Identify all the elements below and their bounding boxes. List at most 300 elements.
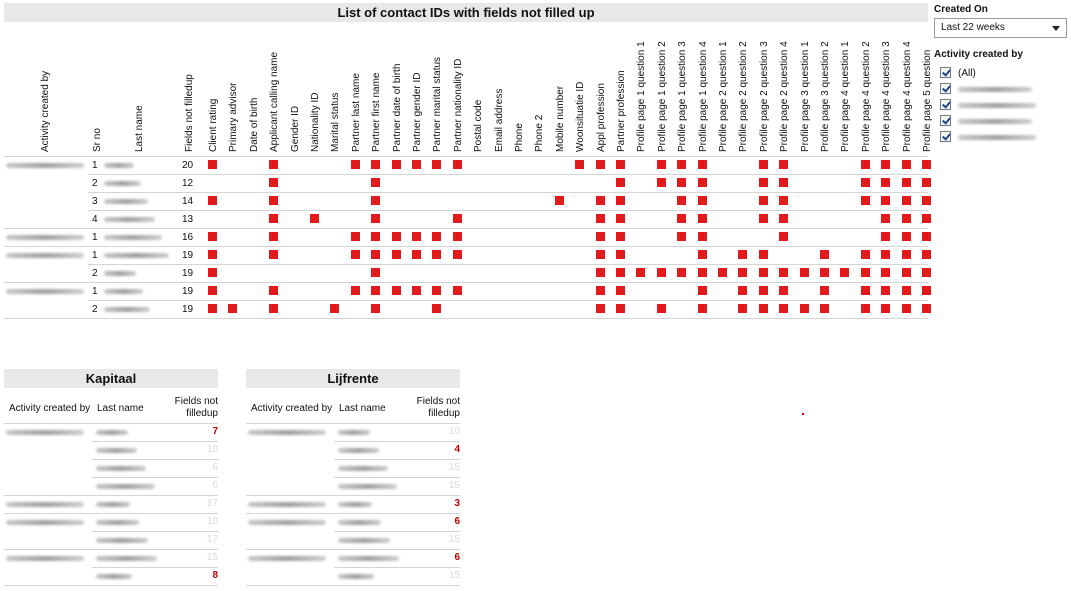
missing-field-marker xyxy=(657,178,666,187)
last-name xyxy=(104,217,155,222)
column-header-field: Profile page 5 question xyxy=(922,49,933,152)
row-separator xyxy=(4,282,928,283)
fields-not-filled-count: 15 xyxy=(448,480,460,491)
missing-field-marker xyxy=(453,232,462,241)
column-header-field: Partner last name xyxy=(350,73,362,152)
column-header-field: Profile page 4 question 2 xyxy=(860,41,872,152)
missing-field-marker xyxy=(922,304,931,313)
checkbox-all-label: (All) xyxy=(958,68,976,79)
row-separator xyxy=(92,567,218,568)
last-name xyxy=(96,466,146,471)
missing-field-marker xyxy=(922,250,931,259)
column-header-field: Applicant calling name xyxy=(269,51,281,152)
checkbox-activity-creator-label xyxy=(958,103,1036,108)
missing-field-marker xyxy=(738,304,747,313)
row-separator xyxy=(334,567,460,568)
missing-field-marker xyxy=(922,178,931,187)
missing-field-marker xyxy=(698,178,707,187)
fields-not-filled-count: 19 xyxy=(182,268,194,279)
missing-field-marker xyxy=(902,304,911,313)
fields-not-filled-count: 16 xyxy=(182,232,194,243)
row-separator xyxy=(4,246,928,247)
missing-field-marker xyxy=(657,268,666,277)
activity-creator-name xyxy=(6,253,84,258)
missing-field-marker xyxy=(371,232,380,241)
missing-field-marker xyxy=(208,196,217,205)
missing-field-marker xyxy=(738,268,747,277)
checkbox-activity-creator-label xyxy=(958,87,1032,92)
column-header-field: Primary advisor xyxy=(228,82,240,152)
column-header-field: Partner gender ID xyxy=(412,72,423,152)
missing-field-marker xyxy=(759,214,768,223)
missing-field-marker xyxy=(616,250,625,259)
missing-field-marker xyxy=(596,196,605,205)
missing-field-marker xyxy=(698,268,707,277)
missing-field-marker xyxy=(432,250,441,259)
missing-field-marker xyxy=(820,304,829,313)
activity-creator-name xyxy=(6,430,84,435)
row-separator xyxy=(334,477,460,478)
missing-field-marker xyxy=(269,250,278,259)
missing-field-marker xyxy=(881,160,890,169)
missing-field-marker xyxy=(432,232,441,241)
column-header-field: Phone xyxy=(514,123,525,152)
created-on-dropdown[interactable] xyxy=(934,18,1067,38)
missing-field-marker xyxy=(677,214,686,223)
row-separator xyxy=(246,513,460,514)
missing-field-marker xyxy=(759,286,768,295)
missing-field-marker xyxy=(677,178,686,187)
row-separator xyxy=(4,423,218,424)
column-header-field: Appl profession xyxy=(595,83,607,152)
missing-field-marker xyxy=(759,268,768,277)
checkbox-activity-creator[interactable] xyxy=(940,83,951,94)
missing-field-marker xyxy=(269,160,278,169)
column-header-field: Profile page 4 question 4 xyxy=(901,41,913,152)
sr-no: 3 xyxy=(92,196,98,207)
sr-no: 1 xyxy=(92,160,98,171)
missing-field-marker xyxy=(902,250,911,259)
column-header-last-name: Last name xyxy=(97,403,144,414)
row-separator xyxy=(4,585,218,586)
kapitaal-title: Kapitaal xyxy=(4,369,218,388)
missing-field-marker xyxy=(698,160,707,169)
column-header-field: Profile page 2 question 2 xyxy=(738,41,750,152)
fields-not-filled-count: 17 xyxy=(206,498,218,509)
missing-field-marker xyxy=(351,286,360,295)
missing-field-marker xyxy=(351,250,360,259)
missing-field-marker xyxy=(779,178,788,187)
row-separator xyxy=(246,549,460,550)
fields-not-filled-count: 6 xyxy=(454,552,460,563)
column-header-field: Profile page 4 question 3 xyxy=(881,41,893,152)
missing-field-marker xyxy=(412,232,421,241)
missing-field-marker xyxy=(861,304,870,313)
sr-no: 2 xyxy=(92,304,98,315)
missing-field-marker xyxy=(371,178,380,187)
column-header-field: Partner first name xyxy=(371,72,383,152)
column-header-activity-created-by: Activity created by xyxy=(251,403,333,414)
missing-field-marker xyxy=(351,232,360,241)
missing-field-marker xyxy=(616,160,625,169)
last-name xyxy=(104,163,134,168)
last-name xyxy=(104,253,169,258)
sr-no: 1 xyxy=(92,286,98,297)
missing-field-marker xyxy=(759,304,768,313)
column-header-field: Nationality ID xyxy=(310,92,321,152)
checkbox-activity-creator-label xyxy=(958,119,1032,124)
missing-field-marker xyxy=(881,268,890,277)
missing-field-marker xyxy=(698,286,707,295)
fields-not-filled-count: 10 xyxy=(448,426,460,437)
missing-field-marker xyxy=(698,232,707,241)
chevron-down-icon[interactable] xyxy=(1052,26,1060,31)
fields-not-filled-count: 6 xyxy=(212,462,218,473)
fields-not-filled-count: 15 xyxy=(448,570,460,581)
column-header-field: Profile page 3 question 2 xyxy=(820,41,831,152)
fields-not-filled-count: 20 xyxy=(182,160,194,171)
row-separator xyxy=(92,531,218,532)
missing-field-marker xyxy=(392,232,401,241)
activity-creator-name xyxy=(248,520,326,525)
activity-creator-name xyxy=(6,235,84,240)
checkbox-all[interactable] xyxy=(940,67,951,78)
missing-field-marker xyxy=(616,196,625,205)
row-separator xyxy=(334,441,460,442)
missing-field-marker xyxy=(922,268,931,277)
fields-not-filled-count: 12 xyxy=(182,178,194,189)
missing-field-marker xyxy=(881,232,890,241)
checkbox-activity-creator[interactable] xyxy=(940,131,951,142)
fields-not-filled-count: 19 xyxy=(182,250,194,261)
missing-field-marker xyxy=(208,160,217,169)
missing-field-marker xyxy=(453,160,462,169)
sr-no: 2 xyxy=(92,268,98,279)
activity-creator-name xyxy=(248,502,326,507)
missing-field-marker xyxy=(779,214,788,223)
activity-creator-name xyxy=(248,556,326,561)
missing-field-marker xyxy=(575,160,584,169)
missing-field-marker xyxy=(902,286,911,295)
last-name xyxy=(96,556,157,561)
sr-no: 2 xyxy=(92,178,98,189)
missing-field-marker xyxy=(861,178,870,187)
column-header-filledup: filledup xyxy=(186,408,218,419)
missing-field-marker xyxy=(902,214,911,223)
missing-field-marker xyxy=(616,286,625,295)
missing-field-marker xyxy=(840,268,849,277)
missing-field-marker xyxy=(208,268,217,277)
missing-field-marker xyxy=(596,232,605,241)
column-header-field: Marital status xyxy=(330,92,342,152)
row-separator xyxy=(4,228,928,229)
missing-field-marker xyxy=(208,286,217,295)
missing-field-marker xyxy=(392,160,401,169)
column-header-field: Mobile number xyxy=(554,85,566,152)
checkbox-activity-creator[interactable] xyxy=(940,99,951,110)
missing-field-marker xyxy=(902,178,911,187)
column-header-field: Phone 2 xyxy=(534,114,546,152)
last-name xyxy=(338,448,379,453)
stray-dot xyxy=(802,413,804,415)
column-header-field: Partner marital status xyxy=(432,56,444,152)
last-name xyxy=(104,181,141,186)
missing-field-marker xyxy=(616,232,625,241)
missing-field-marker xyxy=(820,286,829,295)
column-header-field: Partner date of birth xyxy=(391,63,403,152)
created-on-label: Created On xyxy=(934,4,988,15)
column-header-field: Profile page 2 question 1 xyxy=(718,41,729,152)
missing-field-marker xyxy=(596,250,605,259)
missing-field-marker xyxy=(759,178,768,187)
fields-not-filled-count: 19 xyxy=(182,304,194,315)
row-separator xyxy=(92,441,218,442)
column-header-field: Date of birth xyxy=(248,97,260,152)
row-separator xyxy=(4,513,218,514)
missing-field-marker xyxy=(208,304,217,313)
missing-field-marker xyxy=(392,250,401,259)
missing-field-marker xyxy=(412,286,421,295)
missing-field-marker xyxy=(677,160,686,169)
missing-field-marker xyxy=(453,286,462,295)
sr-no: 4 xyxy=(92,214,98,225)
column-header-fields-not: Fields not xyxy=(174,396,218,407)
missing-field-marker xyxy=(392,286,401,295)
missing-field-marker xyxy=(371,160,380,169)
last-name xyxy=(96,574,132,579)
row-separator xyxy=(92,459,218,460)
missing-field-marker xyxy=(432,286,441,295)
missing-field-marker xyxy=(555,196,564,205)
missing-field-marker xyxy=(861,268,870,277)
missing-field-marker xyxy=(922,160,931,169)
fields-not-filled-count: 15 xyxy=(448,462,460,473)
column-header-field: Client rating xyxy=(208,98,219,152)
missing-field-marker xyxy=(596,160,605,169)
missing-field-marker xyxy=(269,178,278,187)
fields-not-filled-count: 17 xyxy=(206,534,218,545)
missing-field-marker xyxy=(881,304,890,313)
column-header-field: Profile page 2 question 4 xyxy=(779,41,791,152)
missing-field-marker xyxy=(269,286,278,295)
activity-creator-name xyxy=(6,502,84,507)
missing-field-marker xyxy=(861,160,870,169)
missing-field-marker xyxy=(902,232,911,241)
activity-creator-name xyxy=(6,556,84,561)
missing-field-marker xyxy=(800,304,809,313)
last-name xyxy=(104,235,162,240)
missing-field-marker xyxy=(779,286,788,295)
missing-field-marker xyxy=(616,178,625,187)
missing-field-marker xyxy=(677,196,686,205)
column-header-field: Partner nationality ID xyxy=(452,58,464,152)
missing-field-marker xyxy=(738,250,747,259)
fields-not-filled-count: 3 xyxy=(454,498,460,509)
row-separator xyxy=(4,549,218,550)
missing-field-marker xyxy=(779,304,788,313)
fields-not-filled-count: 19 xyxy=(182,286,194,297)
missing-field-marker xyxy=(922,214,931,223)
missing-field-marker xyxy=(371,250,380,259)
row-separator xyxy=(4,318,928,319)
missing-field-marker xyxy=(269,214,278,223)
column-header-field: Postal code xyxy=(473,99,485,152)
column-header-2: Last name xyxy=(134,105,145,152)
missing-field-marker xyxy=(371,196,380,205)
missing-field-marker xyxy=(902,160,911,169)
row-separator xyxy=(88,192,928,193)
missing-field-marker xyxy=(902,268,911,277)
row-separator xyxy=(246,495,460,496)
column-header-0: Activity created by xyxy=(40,70,51,152)
missing-field-marker xyxy=(861,286,870,295)
created-on-value: Last 22 weeks xyxy=(941,22,1005,33)
fields-not-filled-count: 15 xyxy=(206,552,218,563)
missing-field-marker xyxy=(738,286,747,295)
lijfrente-title: Lijfrente xyxy=(246,369,460,388)
last-name xyxy=(96,502,130,507)
missing-field-marker xyxy=(596,214,605,223)
last-name xyxy=(104,289,143,294)
fields-not-filled-count: 15 xyxy=(448,534,460,545)
column-header-field: Profile page 1 question 1 xyxy=(636,41,648,152)
missing-field-marker xyxy=(922,196,931,205)
row-separator xyxy=(334,531,460,532)
missing-field-marker xyxy=(596,268,605,277)
missing-field-marker xyxy=(881,196,890,205)
column-header-field: Profile page 1 question 3 xyxy=(677,41,689,152)
missing-field-marker xyxy=(269,232,278,241)
column-header-fields-not: Fields not xyxy=(416,396,460,407)
fields-not-filled-count: 10 xyxy=(206,516,218,527)
row-separator xyxy=(4,495,218,496)
missing-field-marker xyxy=(636,268,645,277)
column-header-activity-created-by: Activity created by xyxy=(9,403,91,414)
last-name xyxy=(338,538,390,543)
row-separator xyxy=(246,585,460,586)
column-header-field: Profile page 2 question 3 xyxy=(758,41,770,152)
column-header-field: Partner profession xyxy=(616,70,627,152)
missing-field-marker xyxy=(820,268,829,277)
missing-field-marker xyxy=(779,196,788,205)
row-separator xyxy=(334,459,460,460)
fields-not-filled-count: 4 xyxy=(454,444,460,455)
missing-field-marker xyxy=(902,196,911,205)
missing-field-marker xyxy=(453,250,462,259)
fields-not-filled-count: 8 xyxy=(212,570,218,581)
missing-field-marker xyxy=(759,250,768,259)
missing-field-marker xyxy=(779,160,788,169)
missing-field-marker xyxy=(371,268,380,277)
fields-not-filled-count: 14 xyxy=(182,196,194,207)
row-separator xyxy=(4,156,928,157)
missing-field-marker xyxy=(820,250,829,259)
column-header-1: Sr no xyxy=(92,128,103,152)
missing-field-marker xyxy=(759,160,768,169)
missing-field-marker xyxy=(698,196,707,205)
missing-field-marker xyxy=(616,304,625,313)
last-name xyxy=(104,307,150,312)
fields-not-filled-count: 6 xyxy=(454,516,460,527)
column-header-3: Fields not filledup xyxy=(184,74,195,152)
missing-field-marker xyxy=(657,160,666,169)
checkbox-activity-creator[interactable] xyxy=(940,115,951,126)
missing-field-marker xyxy=(779,232,788,241)
column-header-filledup: filledup xyxy=(428,408,460,419)
last-name xyxy=(96,538,148,543)
missing-field-marker xyxy=(922,232,931,241)
last-name xyxy=(338,484,397,489)
missing-field-marker xyxy=(432,304,441,313)
missing-field-marker xyxy=(453,214,462,223)
missing-field-marker xyxy=(922,286,931,295)
column-header-field: Email address xyxy=(493,88,505,152)
missing-field-marker xyxy=(718,268,727,277)
missing-field-marker xyxy=(371,286,380,295)
missing-field-marker xyxy=(371,214,380,223)
missing-field-marker xyxy=(616,268,625,277)
missing-field-marker xyxy=(269,196,278,205)
activity-creator-name xyxy=(248,430,326,435)
last-name xyxy=(338,574,374,579)
missing-field-marker xyxy=(310,214,319,223)
activity-creator-name xyxy=(6,289,84,294)
missing-field-marker xyxy=(698,250,707,259)
missing-field-marker xyxy=(657,304,666,313)
column-header-field: Profile page 1 question 2 xyxy=(656,41,668,152)
missing-field-marker xyxy=(881,286,890,295)
column-header-field: Profile page 4 question 1 xyxy=(840,41,852,152)
column-header-field: Gender ID xyxy=(289,105,301,152)
missing-field-marker xyxy=(432,160,441,169)
row-separator xyxy=(88,300,928,301)
last-name xyxy=(96,430,128,435)
missing-field-marker xyxy=(208,250,217,259)
row-separator xyxy=(88,210,928,211)
missing-field-marker xyxy=(861,196,870,205)
activity-creator-name xyxy=(6,163,84,168)
missing-field-marker xyxy=(330,304,339,313)
last-name xyxy=(96,484,155,489)
missing-field-marker xyxy=(759,196,768,205)
last-name xyxy=(96,448,137,453)
missing-field-marker xyxy=(779,268,788,277)
activity-filter-label: Activity created by xyxy=(934,49,1023,60)
column-header-field: Profile page 3 question 1 xyxy=(799,41,811,152)
column-header-field: Woonsituatie ID xyxy=(575,81,587,152)
fields-not-filled-count: 13 xyxy=(182,214,194,225)
missing-field-marker xyxy=(596,304,605,313)
last-name xyxy=(104,199,148,204)
row-separator xyxy=(88,174,928,175)
column-header-last-name: Last name xyxy=(339,403,386,414)
missing-field-marker xyxy=(371,304,380,313)
row-separator xyxy=(246,423,460,424)
missing-field-marker xyxy=(228,304,237,313)
missing-field-marker xyxy=(698,304,707,313)
activity-creator-name xyxy=(6,520,84,525)
last-name xyxy=(338,430,370,435)
missing-field-marker xyxy=(269,304,278,313)
missing-field-marker xyxy=(616,214,625,223)
missing-field-marker xyxy=(677,232,686,241)
missing-field-marker xyxy=(800,268,809,277)
last-name xyxy=(338,502,372,507)
column-header-field: Profile page 1 question 4 xyxy=(697,41,709,152)
missing-field-marker xyxy=(881,178,890,187)
missing-field-marker xyxy=(677,268,686,277)
fields-not-filled-count: 10 xyxy=(206,444,218,455)
